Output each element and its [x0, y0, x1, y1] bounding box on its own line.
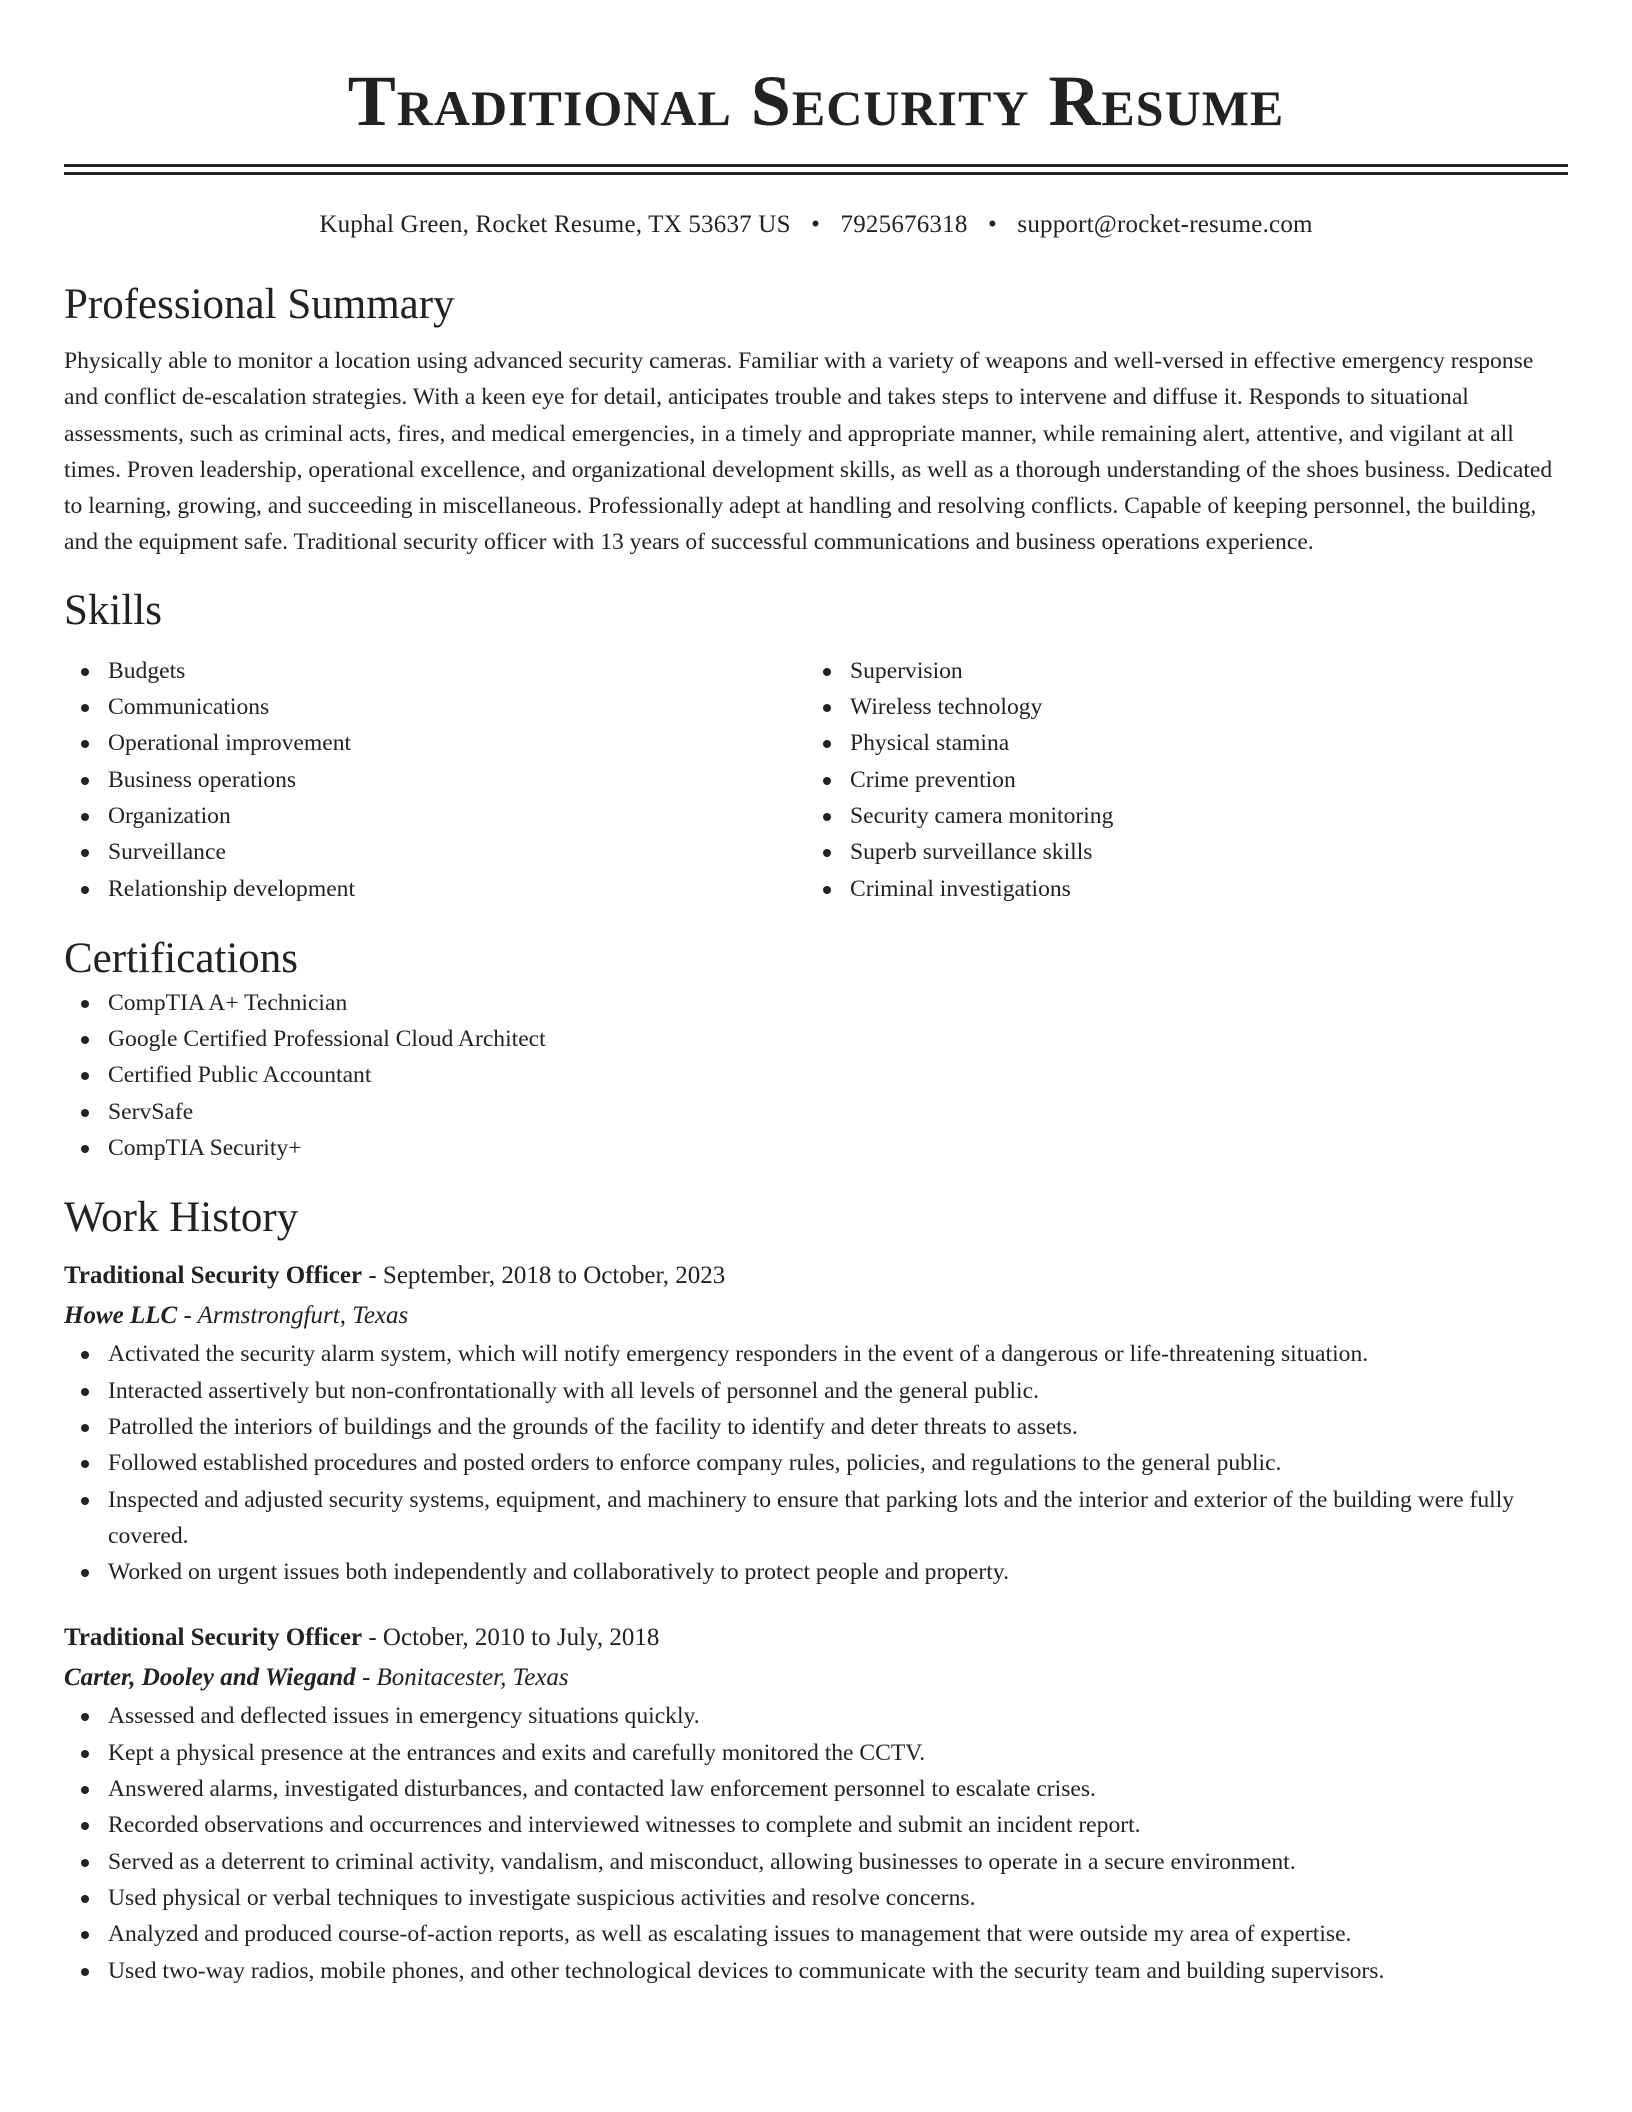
job-entry: [64, 1256, 1568, 1590]
skill-item: Surveillance: [64, 834, 806, 870]
work-history-heading: Work History: [64, 1194, 299, 1242]
skill-item: Communications: [64, 689, 806, 725]
job-duty-item: Kept a physical presence at the entrances and exits and carefully monitored the CCTV.: [64, 1735, 1568, 1771]
contact-separator: •: [811, 211, 821, 238]
contact-separator: •: [987, 211, 997, 238]
skill-item: Crime prevention: [806, 762, 1548, 798]
skill-item: Wireless technology: [806, 689, 1548, 725]
skill-item: Business operations: [64, 762, 806, 798]
skill-item: Relationship development: [64, 871, 806, 907]
skill-item: Supervision: [806, 653, 1548, 689]
skills-list-left: [64, 653, 806, 907]
job-dates: - September, 2018 to October, 2023: [362, 1262, 726, 1290]
certifications-heading: Certifications: [64, 934, 299, 982]
job-duty-item: Served as a deterrent to criminal activity, vandalism, and misconduct, allowing businesses to operate in a secure environment.: [64, 1844, 1568, 1880]
skill-item: Physical stamina: [806, 725, 1548, 761]
job-duty-item: Used physical or verbal techniques to investigate suspicious activities and resolve concerns.: [64, 1880, 1568, 1916]
job-duty-item: Recorded observations and occurrences and interviewed witnesses to complete and submit an incident report.: [64, 1807, 1568, 1843]
certification-item: Certified Public Accountant: [64, 1057, 1568, 1093]
job-dates: - October, 2010 to July, 2018: [362, 1624, 660, 1652]
job-duty-item: Worked on urgent issues both independently and collaboratively to protect people and property.: [64, 1554, 1568, 1590]
job-duty-item: Inspected and adjusted security systems, equipment, and machinery to ensure that parking lots and the interior and exterior of the building were fully covered.: [64, 1482, 1568, 1555]
skill-item: Criminal investigations: [806, 871, 1548, 907]
skill-item: Operational improvement: [64, 725, 806, 761]
job-company: Howe LLC: [64, 1302, 178, 1330]
title-divider: [64, 164, 1568, 175]
skill-item: Superb surveillance skills: [806, 834, 1548, 870]
job-duty-item: Followed established procedures and posted orders to enforce company rules, policies, and regulations to the general public.: [64, 1445, 1568, 1481]
job-title-line: [64, 1256, 1568, 1296]
summary-heading: Professional Summary: [64, 281, 455, 328]
resume-title: Traditional Security Resume: [347, 61, 1285, 141]
job-duties-list: [64, 1698, 1568, 1988]
skill-item: Organization: [64, 798, 806, 834]
job-duty-item: Assessed and deflected issues in emergency situations quickly.: [64, 1698, 1568, 1734]
skills-grid: [64, 653, 1568, 907]
job-duty-item: Analyzed and produced course-of-action reports, as well as escalating issues to management that were outside my area of expertise.: [64, 1916, 1568, 1952]
job-role: Traditional Security Officer: [64, 1262, 363, 1290]
skills-list-right: [806, 653, 1548, 907]
contact-email: support@rocket-resume.com: [1017, 211, 1313, 238]
job-title-line: [64, 1618, 1568, 1658]
skill-item: Security camera monitoring: [806, 798, 1548, 834]
job-duties-list: [64, 1336, 1568, 1590]
certification-item: ServSafe: [64, 1094, 1568, 1130]
job-duty-item: Used two-way radios, mobile phones, and other technological devices to communicate with the security team and building supervisors.: [64, 1953, 1568, 1989]
job-location: - Armstrongfurt, Texas: [177, 1302, 409, 1330]
contact-address: Kuphal Green, Rocket Resume, TX 53637 US: [319, 211, 791, 238]
job-duty-item: Interacted assertively but non-confrontationally with all levels of personnel and the general public.: [64, 1373, 1568, 1409]
skill-item: Budgets: [64, 653, 806, 689]
job-role: Traditional Security Officer: [64, 1624, 363, 1652]
certifications-list: [64, 985, 1568, 1166]
certification-item: Google Certified Professional Cloud Architect: [64, 1021, 1568, 1057]
job-duty-item: Answered alarms, investigated disturbances, and contacted law enforcement personnel to escalate crises.: [64, 1771, 1568, 1807]
skills-heading: Skills: [64, 586, 162, 634]
summary-text: Physically able to monitor a location using advanced security cameras. Familiar with a variety of weapons and well-versed in effective emergency response and conflict de-escalation strategies. With a keen eye for detail, anticipates trouble and takes steps to intervene and diffuse it. Responds to situational assessments, such as criminal acts, fires, and medical emergencies, in a timely and appropriate manner, while remaining alert, attentive, and vigilant at all times. Proven leadership, operational excellence, and organizational development skills, as well as a thorough understanding of the shoes business. Dedicated to learning, growing, and succeeding in miscellaneous. Professionally adept at handling and resolving conflicts. Capable of keeping personnel, the building, and the equipment safe. Traditional security officer with 13 years of successful communications and business operations experience.: [64, 348, 1553, 556]
job-duty-item: Patrolled the interiors of buildings and the grounds of the facility to identify and deter threats to assets.: [64, 1409, 1568, 1445]
employer-line: [64, 1658, 1568, 1698]
job-location: - Bonitacester, Texas: [355, 1664, 569, 1692]
job-duty-item: Activated the security alarm system, which will notify emergency responders in the event of a dangerous or life-threatening situation.: [64, 1336, 1568, 1372]
job-entry: [64, 1618, 1568, 1988]
certification-item: CompTIA Security+: [64, 1130, 1568, 1166]
job-company: Carter, Dooley and Wiegand: [64, 1664, 356, 1692]
contact-phone: 7925676318: [840, 211, 968, 238]
certification-item: CompTIA A+ Technician: [64, 985, 1568, 1021]
employer-line: [64, 1296, 1568, 1336]
contact-line: [64, 209, 1568, 241]
